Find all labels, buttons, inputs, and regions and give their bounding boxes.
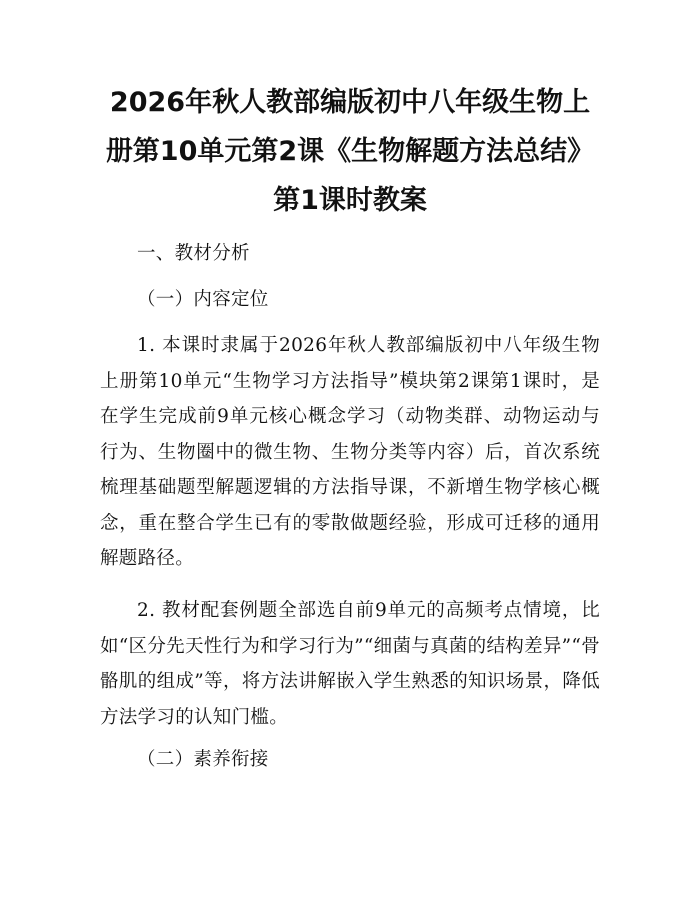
paragraph-1: 1. 本课时隶属于2026年秋人教部编版初中八年级生物上册第10单元“生物学习方法指导”模块第2课第1课时，是在学生完成前9单元核心概念学习（动物类群、动物运动与行为、生物圈中的微生物、生物分类等内容）后，首次系统梳理基础题型解题逻辑的方法指导课，不新增生物学核心概念，重在整合学生已有的零散做题经验，形成可迁移的通用解题路径。 xyxy=(100,335,600,569)
document-title: 2026年秋人教部编版初中八年级生物上册第10单元第2课《生物解题方法总结》第1课时教案 xyxy=(105,87,595,216)
section-heading: 一、教材分析 xyxy=(137,243,250,264)
paragraph-2: 2. 教材配套例题全部选自前9单元的高频考点情境，比如“区分先天性行为和学习行为”“细菌与真菌的结构差异”“骨骼肌的组成”等，将方法讲解嵌入学生熟悉的知识场景，降低方法学习的认知门槛。 xyxy=(100,600,600,728)
subsection-heading-content-positioning: （一）内容定位 xyxy=(137,289,269,310)
subsection-heading-literacy-connection: （二）素养衔接 xyxy=(137,749,269,770)
